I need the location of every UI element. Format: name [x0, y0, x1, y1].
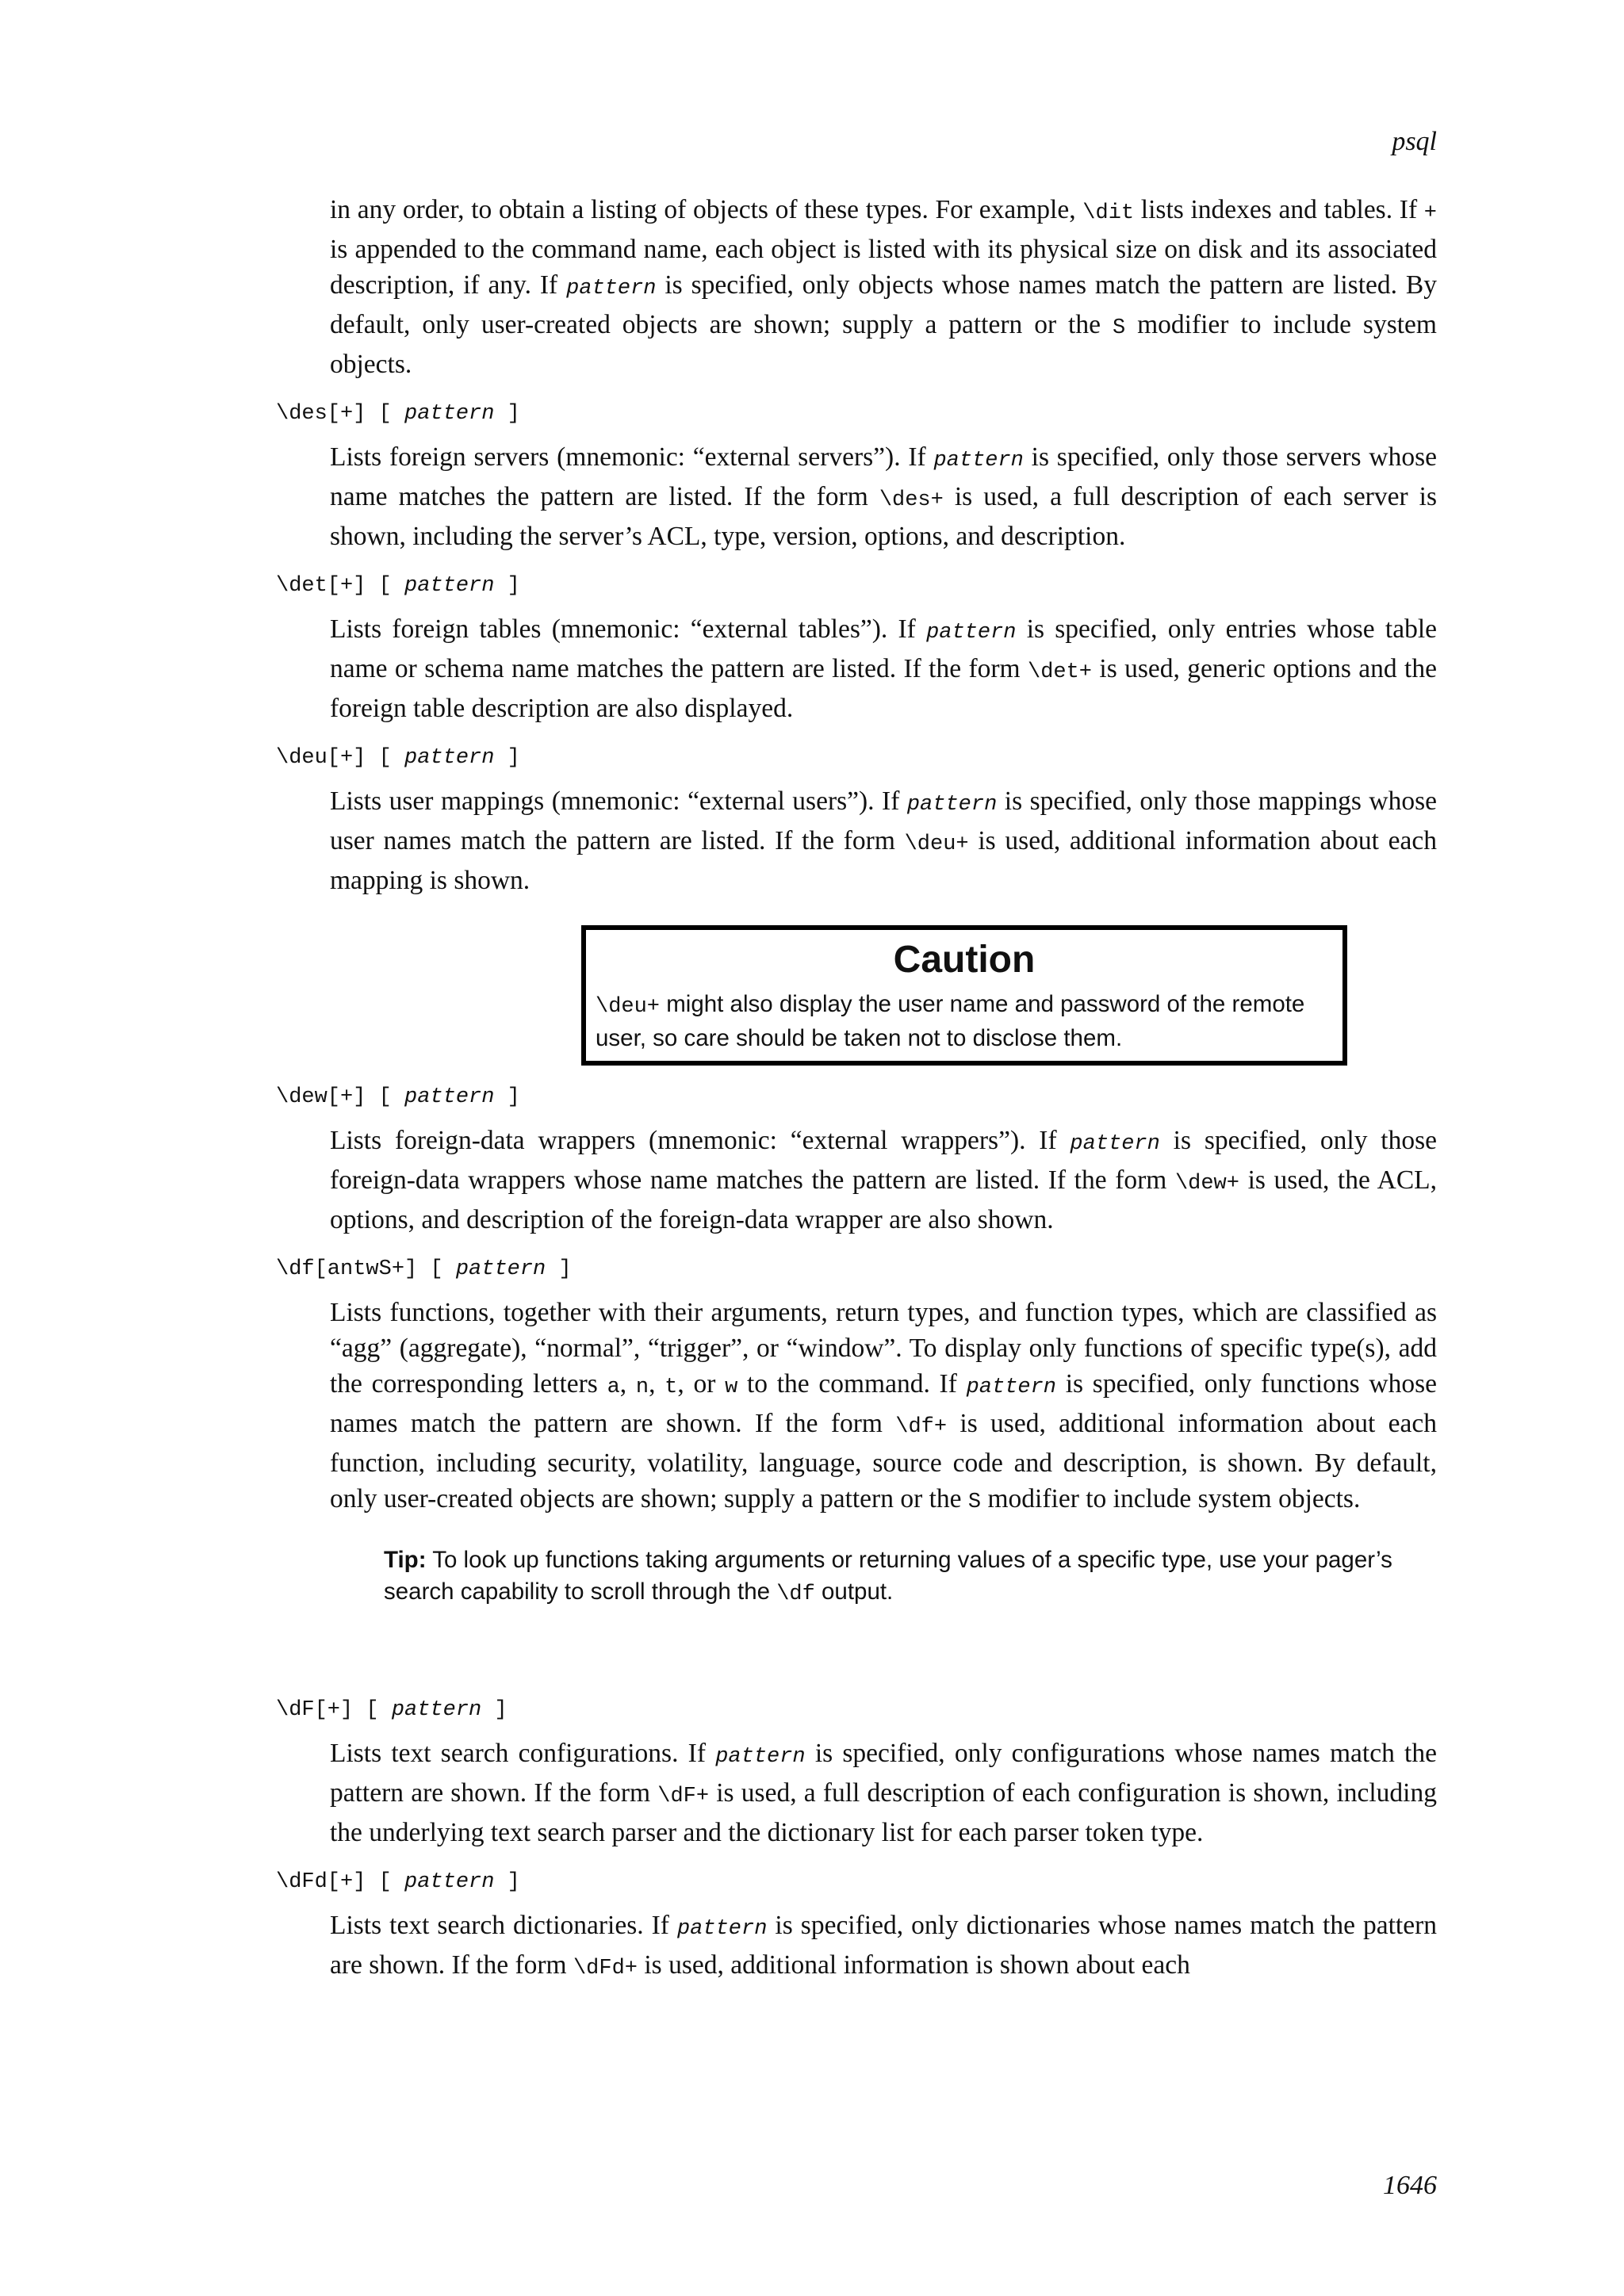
inline-code: pattern: [566, 277, 657, 300]
caution-text: [596, 989, 1333, 1054]
command-argument: pattern: [404, 574, 495, 598]
bracket: [: [378, 1085, 392, 1109]
command-term: [276, 1868, 1437, 1896]
inline-code: \df+: [895, 1415, 948, 1439]
caution-title: Caution: [893, 939, 1036, 981]
inline-code: pattern: [926, 621, 1017, 645]
text: modifier to include system objects.: [981, 1484, 1361, 1513]
command-term: [276, 1696, 1437, 1724]
bracket: [: [378, 402, 392, 426]
command-description: [330, 1908, 1437, 1987]
command-description: [330, 439, 1437, 554]
inline-code: S: [967, 1490, 982, 1514]
text: in any order, to obtain a listing of objects of these types. For example,: [330, 195, 1083, 224]
bracket: [: [378, 1870, 392, 1894]
inline-code: \dF+: [657, 1785, 710, 1808]
caution-box: [581, 925, 1347, 1066]
bracket: ]: [507, 746, 520, 770]
bracket: [: [378, 574, 392, 598]
bracket: ]: [558, 1257, 572, 1281]
bracket: ]: [507, 1870, 520, 1894]
bracket: ]: [507, 574, 520, 598]
bracket: ]: [507, 402, 520, 426]
inline-code: pattern: [906, 793, 998, 817]
text: Lists text search dictionaries. If: [330, 1911, 677, 1940]
text: Lists user mappings (mnemonic: “external users”). If: [330, 786, 907, 816]
command-name: \dew[+]: [276, 1085, 366, 1109]
page-body: [276, 192, 1438, 1987]
bracket: [: [366, 1698, 379, 1722]
bracket: ]: [507, 1085, 520, 1109]
text: Lists text search configurations. If: [330, 1739, 716, 1768]
inline-code: a: [607, 1376, 620, 1399]
inline-code: pattern: [715, 1745, 806, 1769]
command-entry-df: [276, 1255, 1438, 1521]
command-entry-det: [276, 572, 1438, 726]
inline-code: \dew+: [1174, 1172, 1239, 1196]
command-argument: pattern: [404, 746, 495, 770]
command-argument: pattern: [391, 1698, 482, 1722]
inline-code: \dFd+: [573, 1957, 638, 1980]
text: ,: [649, 1369, 665, 1399]
text: Lists foreign-data wrappers (mnemonic: “external wrappers”). If: [330, 1126, 1071, 1155]
text: output.: [814, 1578, 894, 1605]
inline-code: t: [665, 1376, 678, 1399]
command-name: \det[+]: [276, 574, 366, 598]
text: is specified, only those mappings whose user names match the pattern are listed. If the form: [330, 786, 1437, 855]
text: is used, additional information is shown about each: [638, 1950, 1190, 1980]
command-name: \dF[+]: [276, 1698, 354, 1722]
inline-code: pattern: [1070, 1132, 1160, 1156]
command-entry-dew: [276, 1083, 1438, 1238]
text: is specified, only objects whose names match the pattern are listed. By default, only user-created objects are shown; supply a pattern or the: [330, 270, 1437, 339]
inline-code: \deu+: [596, 995, 661, 1019]
bracket: [: [430, 1257, 443, 1281]
command-entry-dFd: [276, 1868, 1437, 1987]
inline-code: n: [635, 1376, 649, 1399]
inline-code: pattern: [933, 449, 1024, 473]
page-number: 1646: [1383, 2171, 1437, 2200]
command-entry-deu: [276, 744, 1437, 898]
bracket: [: [378, 746, 392, 770]
text: is appended to the command name, each object is listed with its physical size on disk and its associated description, if any. If: [330, 235, 1437, 300]
inline-code: w: [725, 1376, 738, 1399]
text: Lists functions, together with their arguments, return types, and function types, which are classified as “agg” (aggregate), “normal”, “trigger”, or “window”. To display only functions of specific type(s), add the corresponding letters: [330, 1298, 1437, 1399]
tip-label: Tip:: [384, 1547, 427, 1573]
command-description: [330, 1735, 1437, 1850]
inline-code: \des+: [879, 488, 944, 512]
inline-code: S: [1112, 316, 1126, 340]
inline-code: +: [1423, 201, 1437, 225]
command-name: \deu[+]: [276, 746, 366, 770]
text: is specified, only dictionaries whose names match the pattern are shown. If the form: [330, 1911, 1437, 1980]
text: modifier to include system objects.: [330, 310, 1437, 379]
inline-code: pattern: [966, 1376, 1057, 1399]
inline-code: \deu+: [904, 832, 969, 856]
command-term: [276, 1083, 1437, 1112]
inline-code: \df: [776, 1582, 815, 1606]
command-term: [276, 400, 1437, 428]
text: is used, additional information about each function, including security, volatility, language, source code and description, is shown. By default, only user-created objects are shown; supply a pattern or the: [330, 1409, 1437, 1513]
text: is specified, only those servers whose name matches the pattern are listed. If the form: [330, 442, 1437, 511]
command-description: [330, 783, 1437, 898]
text: is used, a full description of each server is shown, including the server’s ACL, type, version, options, and description.: [330, 482, 1437, 551]
inline-code: \det+: [1028, 660, 1093, 684]
tip-note: [384, 1544, 1437, 1610]
text: Lists foreign servers (mnemonic: “external servers”). If: [330, 442, 934, 472]
command-name: \dFd[+]: [276, 1870, 366, 1894]
command-entry-des: [276, 400, 1437, 554]
text: , or: [677, 1369, 726, 1399]
bracket: ]: [494, 1698, 508, 1722]
command-argument: pattern: [404, 1870, 495, 1894]
inline-code: pattern: [676, 1917, 768, 1941]
text: is used, additional information about each mapping is shown.: [330, 826, 1437, 895]
command-argument: pattern: [404, 402, 495, 426]
command-term: [276, 1255, 1437, 1284]
command-description: [330, 611, 1437, 726]
command-term: [276, 744, 1437, 772]
text: is specified, only entries whose table name or schema name matches the pattern are listed. If the form: [330, 614, 1438, 683]
text: to the command. If: [737, 1369, 967, 1399]
command-name: \df[antwS+]: [276, 1257, 418, 1281]
text: is used, the ACL, options, and description of the foreign-data wrapper are also shown.: [330, 1165, 1438, 1234]
text: ,: [619, 1369, 636, 1399]
text: is specified, only those foreign-data wrappers whose name matches the pattern are listed. If the form: [330, 1126, 1437, 1195]
command-term: [276, 572, 1437, 600]
text: To look up functions taking arguments or returning values of a specific type, use your pager’s search capability to scroll through the: [384, 1547, 1392, 1605]
text: is used, generic options and the foreign table description are also displayed.: [330, 654, 1437, 723]
inline-code: \dit: [1082, 201, 1135, 225]
text: is specified, only configurations whose names match the pattern are shown. If the form: [330, 1739, 1437, 1808]
command-entry-dF: [276, 1696, 1437, 1850]
command-argument: pattern: [455, 1257, 546, 1281]
running-header: psql: [1392, 127, 1437, 156]
command-description: [330, 1123, 1437, 1238]
command-name: \des[+]: [276, 402, 366, 426]
intro-paragraph: [330, 192, 1437, 382]
command-argument: pattern: [404, 1085, 495, 1109]
text: might also display the user name and password of the remote user, so care should be taken not to disclose them.: [596, 991, 1305, 1051]
text: Lists foreign tables (mnemonic: “external tables”). If: [330, 614, 927, 644]
command-description: [330, 1295, 1437, 1521]
text: lists indexes and tables. If: [1134, 195, 1424, 224]
text: is used, a full description of each configuration is shown, including the underlying text search parser and the dictionary list for each parser token type.: [330, 1778, 1437, 1847]
text: is specified, only functions whose names match the pattern are shown. If the form: [330, 1369, 1438, 1438]
